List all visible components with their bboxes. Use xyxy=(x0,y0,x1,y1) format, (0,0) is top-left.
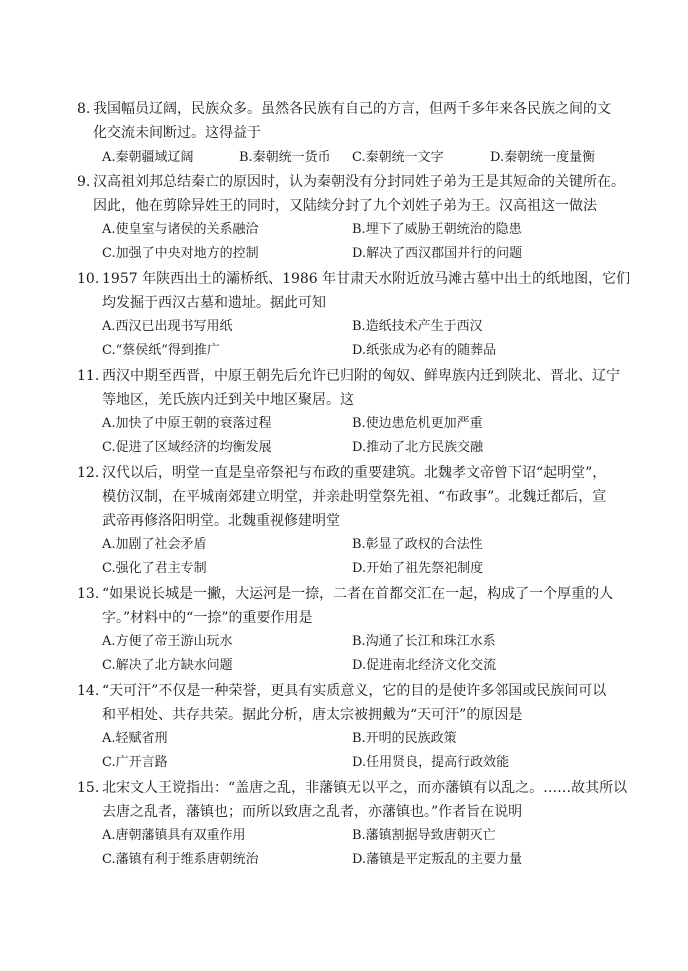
option-c: C.解决了北方缺水问题 xyxy=(102,658,233,673)
question-stem-line: “天可汗”不仅是一种荣誉，更具有实质意义，它的目的是使许多邻国或民族间可以 xyxy=(102,683,607,699)
option-d: D.藩镇是平定叛乱的主要力量 xyxy=(352,852,523,867)
question-number: 14. xyxy=(77,683,100,699)
option-c: C.强化了君主专制 xyxy=(102,561,207,576)
option-c: C.促进了区域经济的均衡发展 xyxy=(102,440,272,455)
question-stem-line: 和平相处、共存共荣。据此分析，唐太宗被拥戴为“天可汗”的原因是 xyxy=(102,707,523,723)
question-stem-line: 化交流未间断过。这得益于 xyxy=(93,125,261,141)
option-d: D.促进南北经济文化交流 xyxy=(352,658,497,673)
option-d: D.纸张成为必有的随葬品 xyxy=(352,343,497,358)
option-a: A.西汉已出现书写用纸 xyxy=(102,319,233,334)
option-b: B.藩镇割据导致唐朝灭亡 xyxy=(352,828,496,843)
option-a: A.加剧了社会矛盾 xyxy=(102,537,207,552)
option-a: A.使皇室与诸侯的关系融洽 xyxy=(102,222,259,237)
question-stem-line: 武帝再修洛阳明堂。北魏重视修建明堂 xyxy=(102,513,340,529)
option-b: B.造纸技术产生于西汉 xyxy=(352,319,483,334)
question-stem-line: 西汉中期至西晋，中原王朝先后允许已归附的匈奴、鲜卑族内迁到陕北、晋北、辽宁 xyxy=(102,368,620,384)
option-c: C.加强了中央对地方的控制 xyxy=(102,246,259,261)
option-d: D.推动了北方民族交融 xyxy=(352,440,484,455)
option-d: D.任用贤良，提高行政效能 xyxy=(352,755,510,770)
option-c: C.广开言路 xyxy=(102,755,168,770)
question-stem-line: 因此，他在剪除异姓王的同时，又陆续分封了九个刘姓子弟为王。汉高祖这一做法 xyxy=(93,198,597,214)
question-number: 8. xyxy=(77,101,91,117)
option-b: B.秦朝统一货币 xyxy=(239,150,331,165)
question-stem-line: 1957 年陕西出土的灞桥纸、1986 年甘肃天水附近放马滩古墓中出土的纸地图，它们 xyxy=(102,271,631,287)
question-stem-line: 字。”材料中的“一捺”的重要作用是 xyxy=(102,610,313,626)
question-number: 10. xyxy=(77,271,100,287)
question-stem-line: “如果说长城是一撇，大运河是一捺，二者在首都交汇在一起，构成了一个厚重的人 xyxy=(102,586,614,602)
question-stem-line: 汉高祖刘邦总结秦亡的原因时，认为秦朝没有分封同姓子弟为王是其短命的关键所在。 xyxy=(93,174,625,190)
option-d: D.开始了祖先祭祀制度 xyxy=(352,561,484,576)
option-b: B.埋下了威胁王朝统治的隐患 xyxy=(352,222,522,237)
question-number: 12. xyxy=(77,465,100,481)
question-stem-line: 我国幅员辽阔，民族众多。虽然各民族有自己的方言，但两千多年来各民族之间的文 xyxy=(93,101,611,117)
option-c: C.秦朝统一文字 xyxy=(352,150,444,165)
option-c: C.“蔡侯纸”得到推广 xyxy=(102,343,220,358)
option-a: A.秦朝疆域辽阔 xyxy=(102,150,194,165)
question-number: 15. xyxy=(77,780,100,796)
question-number: 13. xyxy=(77,586,100,602)
option-a: A.加快了中原王朝的衰落过程 xyxy=(102,416,272,431)
option-d: D.秦朝统一度量衡 xyxy=(490,150,596,165)
question-stem-line: 去唐之乱者，藩镇也；而所以致唐之乱者，亦藩镇也。”作者旨在说明 xyxy=(102,804,523,820)
question-number: 11. xyxy=(77,368,100,384)
option-a: A.轻赋省刑 xyxy=(102,731,168,746)
option-a: A.唐朝藩镇具有双重作用 xyxy=(102,828,246,843)
question-stem-line: 汉代以后，明堂一直是皇帝祭祀与布政的重要建筑。北魏孝文帝曾下诏“起明堂”， xyxy=(102,465,607,481)
option-d: D.解决了西汉郡国并行的问题 xyxy=(352,246,523,261)
question-stem-line: 北宋文人王谠指出：“盖唐之乱，非藩镇无以平之，而亦藩镇有以乱之。……故其所以 xyxy=(102,780,628,796)
question-number: 9. xyxy=(77,174,91,190)
question-stem-line: 模仿汉制，在平城南郊建立明堂，并亲赴明堂祭先祖、“布政事”。北魏迁都后，宣 xyxy=(102,489,607,505)
option-b: B.彰显了政权的合法性 xyxy=(352,537,483,552)
option-b: B.开明的民族政策 xyxy=(352,731,457,746)
option-a: A.方便了帝王游山玩水 xyxy=(102,634,233,649)
question-stem-line: 等地区，羌氏族内迁到关中地区聚居。这 xyxy=(102,392,354,408)
question-stem-line: 均发掘于西汉古墓和遗址。据此可知 xyxy=(102,295,326,311)
option-b: B.沟通了长江和珠江水系 xyxy=(352,634,496,649)
option-c: C.藩镇有利于维系唐朝统治 xyxy=(102,852,259,867)
option-b: B.使边患危机更加严重 xyxy=(352,416,483,431)
